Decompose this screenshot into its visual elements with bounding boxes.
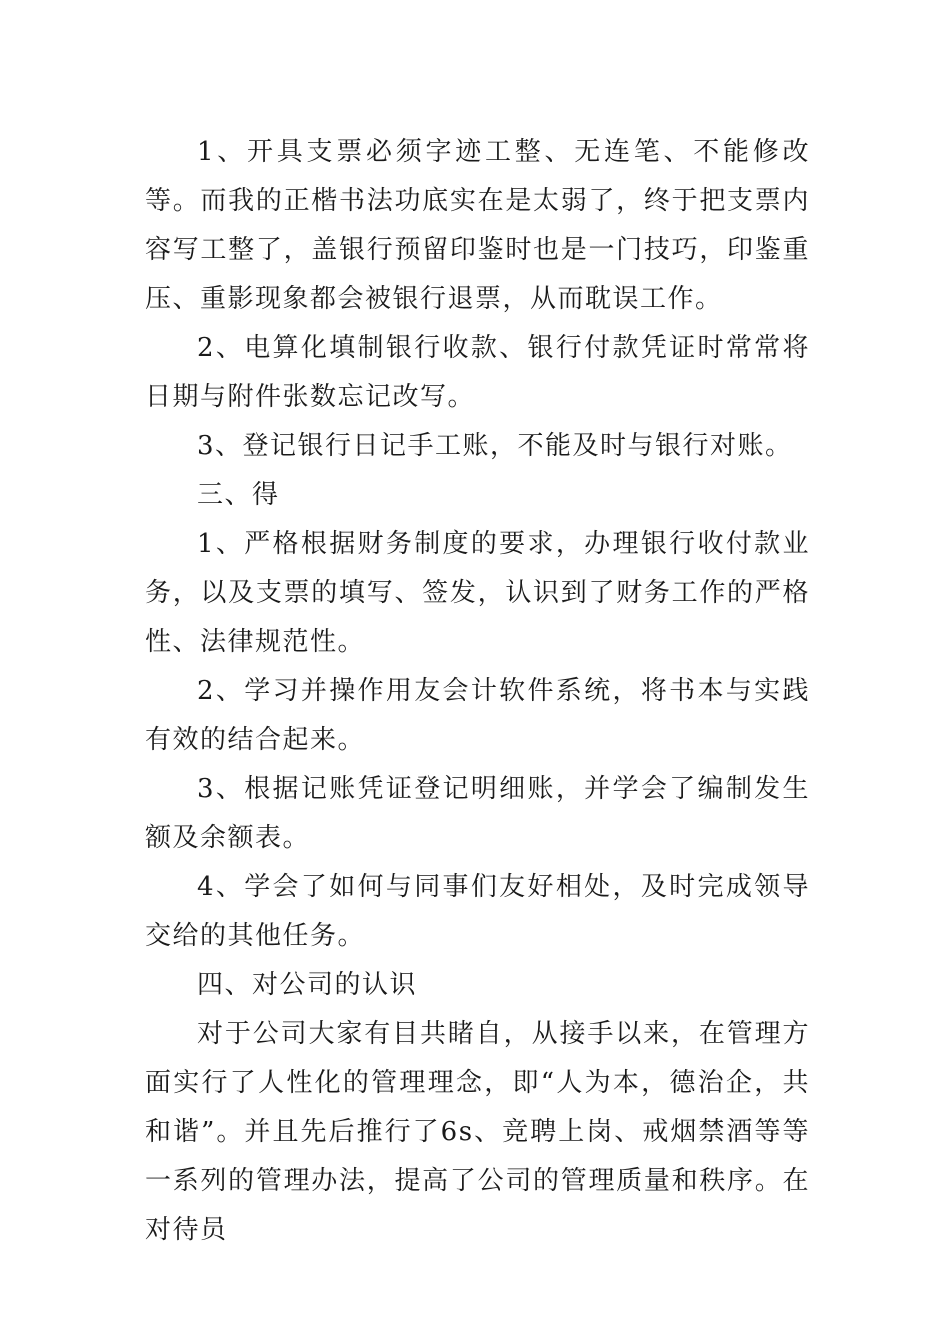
- paragraph-bank-check-issues: 1、开具支票必须字迹工整、无连笔、不能修改等。而我的正楷书法功底实在是太弱了，终于把支票内容写工整了，盖银行预留印鉴时也是一门技巧，印鉴重压、重影现象都会被银行退票，从而耽误工作。: [145, 137, 810, 314]
- section-heading-gains: 三、得: [197, 480, 280, 510]
- paragraph-financial-rules: 1、严格根据财务制度的要求，办理银行收付款业务，以及支票的填写、签发，认识到了财务工作的严格性、法律规范性。: [145, 529, 810, 657]
- section-heading-company: 四、对公司的认识: [197, 970, 418, 1000]
- paragraph-bank-journal-issue: 3、登记银行日记手工账，不能及时与银行对账。: [197, 431, 793, 461]
- paragraph-voucher-date-issue: 2、电算化填制银行收款、银行付款凭证时常常将日期与附件张数忘记改写。: [145, 333, 810, 412]
- paragraph-accounting-software: 2、学习并操作用友会计软件系统，将书本与实践有效的结合起来。: [145, 676, 810, 755]
- paragraph-ledger-registration: 3、根据记账凭证登记明细账，并学会了编制发生额及余额表。: [145, 774, 810, 853]
- document-body: [145, 128, 810, 1255]
- paragraph-teamwork: 4、学会了如何与同事们友好相处，及时完成领导交给的其他任务。: [145, 872, 810, 951]
- paragraph-company-management: 对于公司大家有目共睹自，从接手以来，在管理方面实行了人性化的管理理念，即“人为本，德治企，共和谐”。并且先后推行了6s、竞聘上岗、戒烟禁酒等等一系列的管理办法，提高了公司的管理质量和秩序。在对待员: [145, 1019, 810, 1245]
